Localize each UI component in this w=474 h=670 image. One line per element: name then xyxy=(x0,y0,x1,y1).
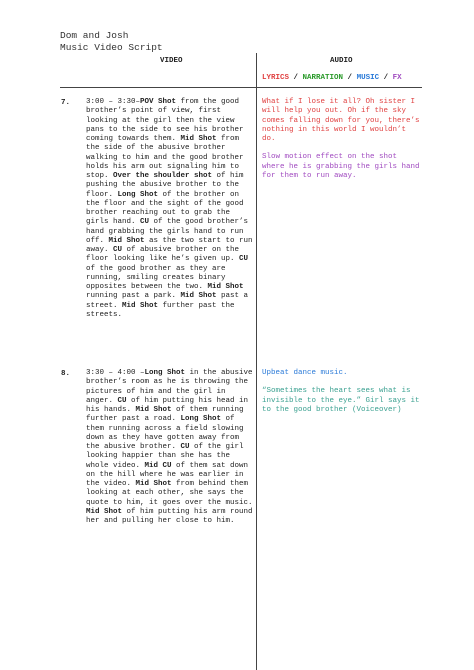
shot-type: Long Shot xyxy=(180,415,222,424)
document-header xyxy=(60,30,163,54)
audio-legend xyxy=(262,74,402,82)
shot-type: Mid Shot xyxy=(180,135,217,143)
description-text: of them running across a field slowing down as they have gotten away from the abusive brother. xyxy=(86,415,244,451)
audio-note: Upbeat dance music. xyxy=(262,369,348,377)
description-text: 3:00 – 3:30– xyxy=(86,98,141,106)
shot-type: POV Shot xyxy=(140,98,177,106)
shot-type: Mid Shot xyxy=(180,292,217,301)
description-text: of the girl looking happier than she has the whole video. xyxy=(86,443,244,470)
shot-type: CU xyxy=(117,396,127,405)
scene-video-description xyxy=(86,369,254,526)
description-text: of him putting his arm round her and pulling her close to him. xyxy=(86,507,253,525)
description-text: of them running further past a road. xyxy=(86,406,244,424)
audio-column-heading: AUDIO xyxy=(330,57,353,65)
description-text: of them sat down on the hill where he was earlier in the video. xyxy=(86,461,249,488)
shot-type: Mid Shot xyxy=(135,480,172,488)
description-text: of him putting his head in his hands. xyxy=(86,396,249,414)
legend-lyrics: LYRICS xyxy=(262,74,290,82)
legend-separator: / xyxy=(343,74,357,82)
shot-type: CU xyxy=(180,443,190,451)
scene-video-description xyxy=(86,98,254,320)
shot-type: Long Shot xyxy=(117,190,159,199)
video-column-heading: VIDEO xyxy=(160,57,183,65)
description-text: from the good brother’s point of view, first looking at the girl then the view pans to the side to see his brother coming towards them. xyxy=(86,98,244,143)
audio-note: Slow motion effect on the shot where he is grabbing the girls hand for them to run away. xyxy=(262,153,420,180)
audio-note: “Sometimes the heart sees what is invisible to the eye.” Girl says it to the good brother (Voiceover) xyxy=(262,387,420,414)
shot-type: Mid CU xyxy=(144,461,172,470)
audio-note: What if I lose it all? Oh sister I will help you out. Oh if the sky comes falling down for you, there’s nothing in this world I wouldn’t do. xyxy=(262,98,420,143)
description-text: further past the streets. xyxy=(86,301,235,319)
scene-audio-notes xyxy=(262,98,422,190)
description-text: of the brother on the floor and the sight of the good brother reaching out to grab the girls hand. xyxy=(86,190,244,227)
header-divider xyxy=(60,87,422,88)
header-authors: Dom and Josh xyxy=(60,30,129,41)
shot-type: CU xyxy=(140,218,150,227)
legend-music: MUSIC xyxy=(356,74,380,82)
legend-narration: NARRATION xyxy=(302,74,344,82)
shot-type: Over the shoulder shot xyxy=(113,172,213,180)
legend-separator: / xyxy=(379,74,393,82)
shot-type: CU xyxy=(239,255,249,264)
scene-number: 7. xyxy=(61,99,71,107)
description-text: 3:30 – 4:00 – xyxy=(86,369,145,377)
description-text: running past a park. xyxy=(86,292,181,301)
description-text: of the good brother’s hand grabbing the girls hand to run off. xyxy=(86,218,249,245)
shot-type: Mid Shot xyxy=(122,301,159,310)
column-divider xyxy=(256,53,257,670)
header-title: Music Video Script xyxy=(60,42,163,53)
legend-fx: FX xyxy=(392,74,402,82)
description-text: from behind them looking at each other, she says the quote to him, it goes over the music. xyxy=(86,480,253,507)
description-text: from the side of the abusive brother walking to him and the good brother holds his arm out signaling him to stop. xyxy=(86,135,244,180)
shot-type: Long Shot xyxy=(144,369,186,377)
description-text: in the abusive brother’s room as he is throwing the pictures of him and the girl in anger. xyxy=(86,369,253,405)
shot-type: CU xyxy=(113,246,123,254)
shot-type: Mid Shot xyxy=(86,507,123,516)
shot-type: Mid Shot xyxy=(207,283,244,291)
description-text: as the two start to run away. xyxy=(86,236,253,254)
description-text: of the good brother as they are running, smiling creates binary opposites between the two. xyxy=(86,264,226,291)
shot-type: Mid Shot xyxy=(135,406,172,414)
description-text: of him pushing the abusive brother to the floor. xyxy=(86,172,244,199)
scene-audio-notes xyxy=(262,369,422,424)
shot-type: Mid Shot xyxy=(108,236,145,245)
description-text: past a street. xyxy=(86,292,249,310)
legend-separator: / xyxy=(289,74,303,82)
description-text: of abusive brother on the floor looking like he’s given up. xyxy=(86,246,240,264)
scene-number: 8. xyxy=(61,370,71,378)
